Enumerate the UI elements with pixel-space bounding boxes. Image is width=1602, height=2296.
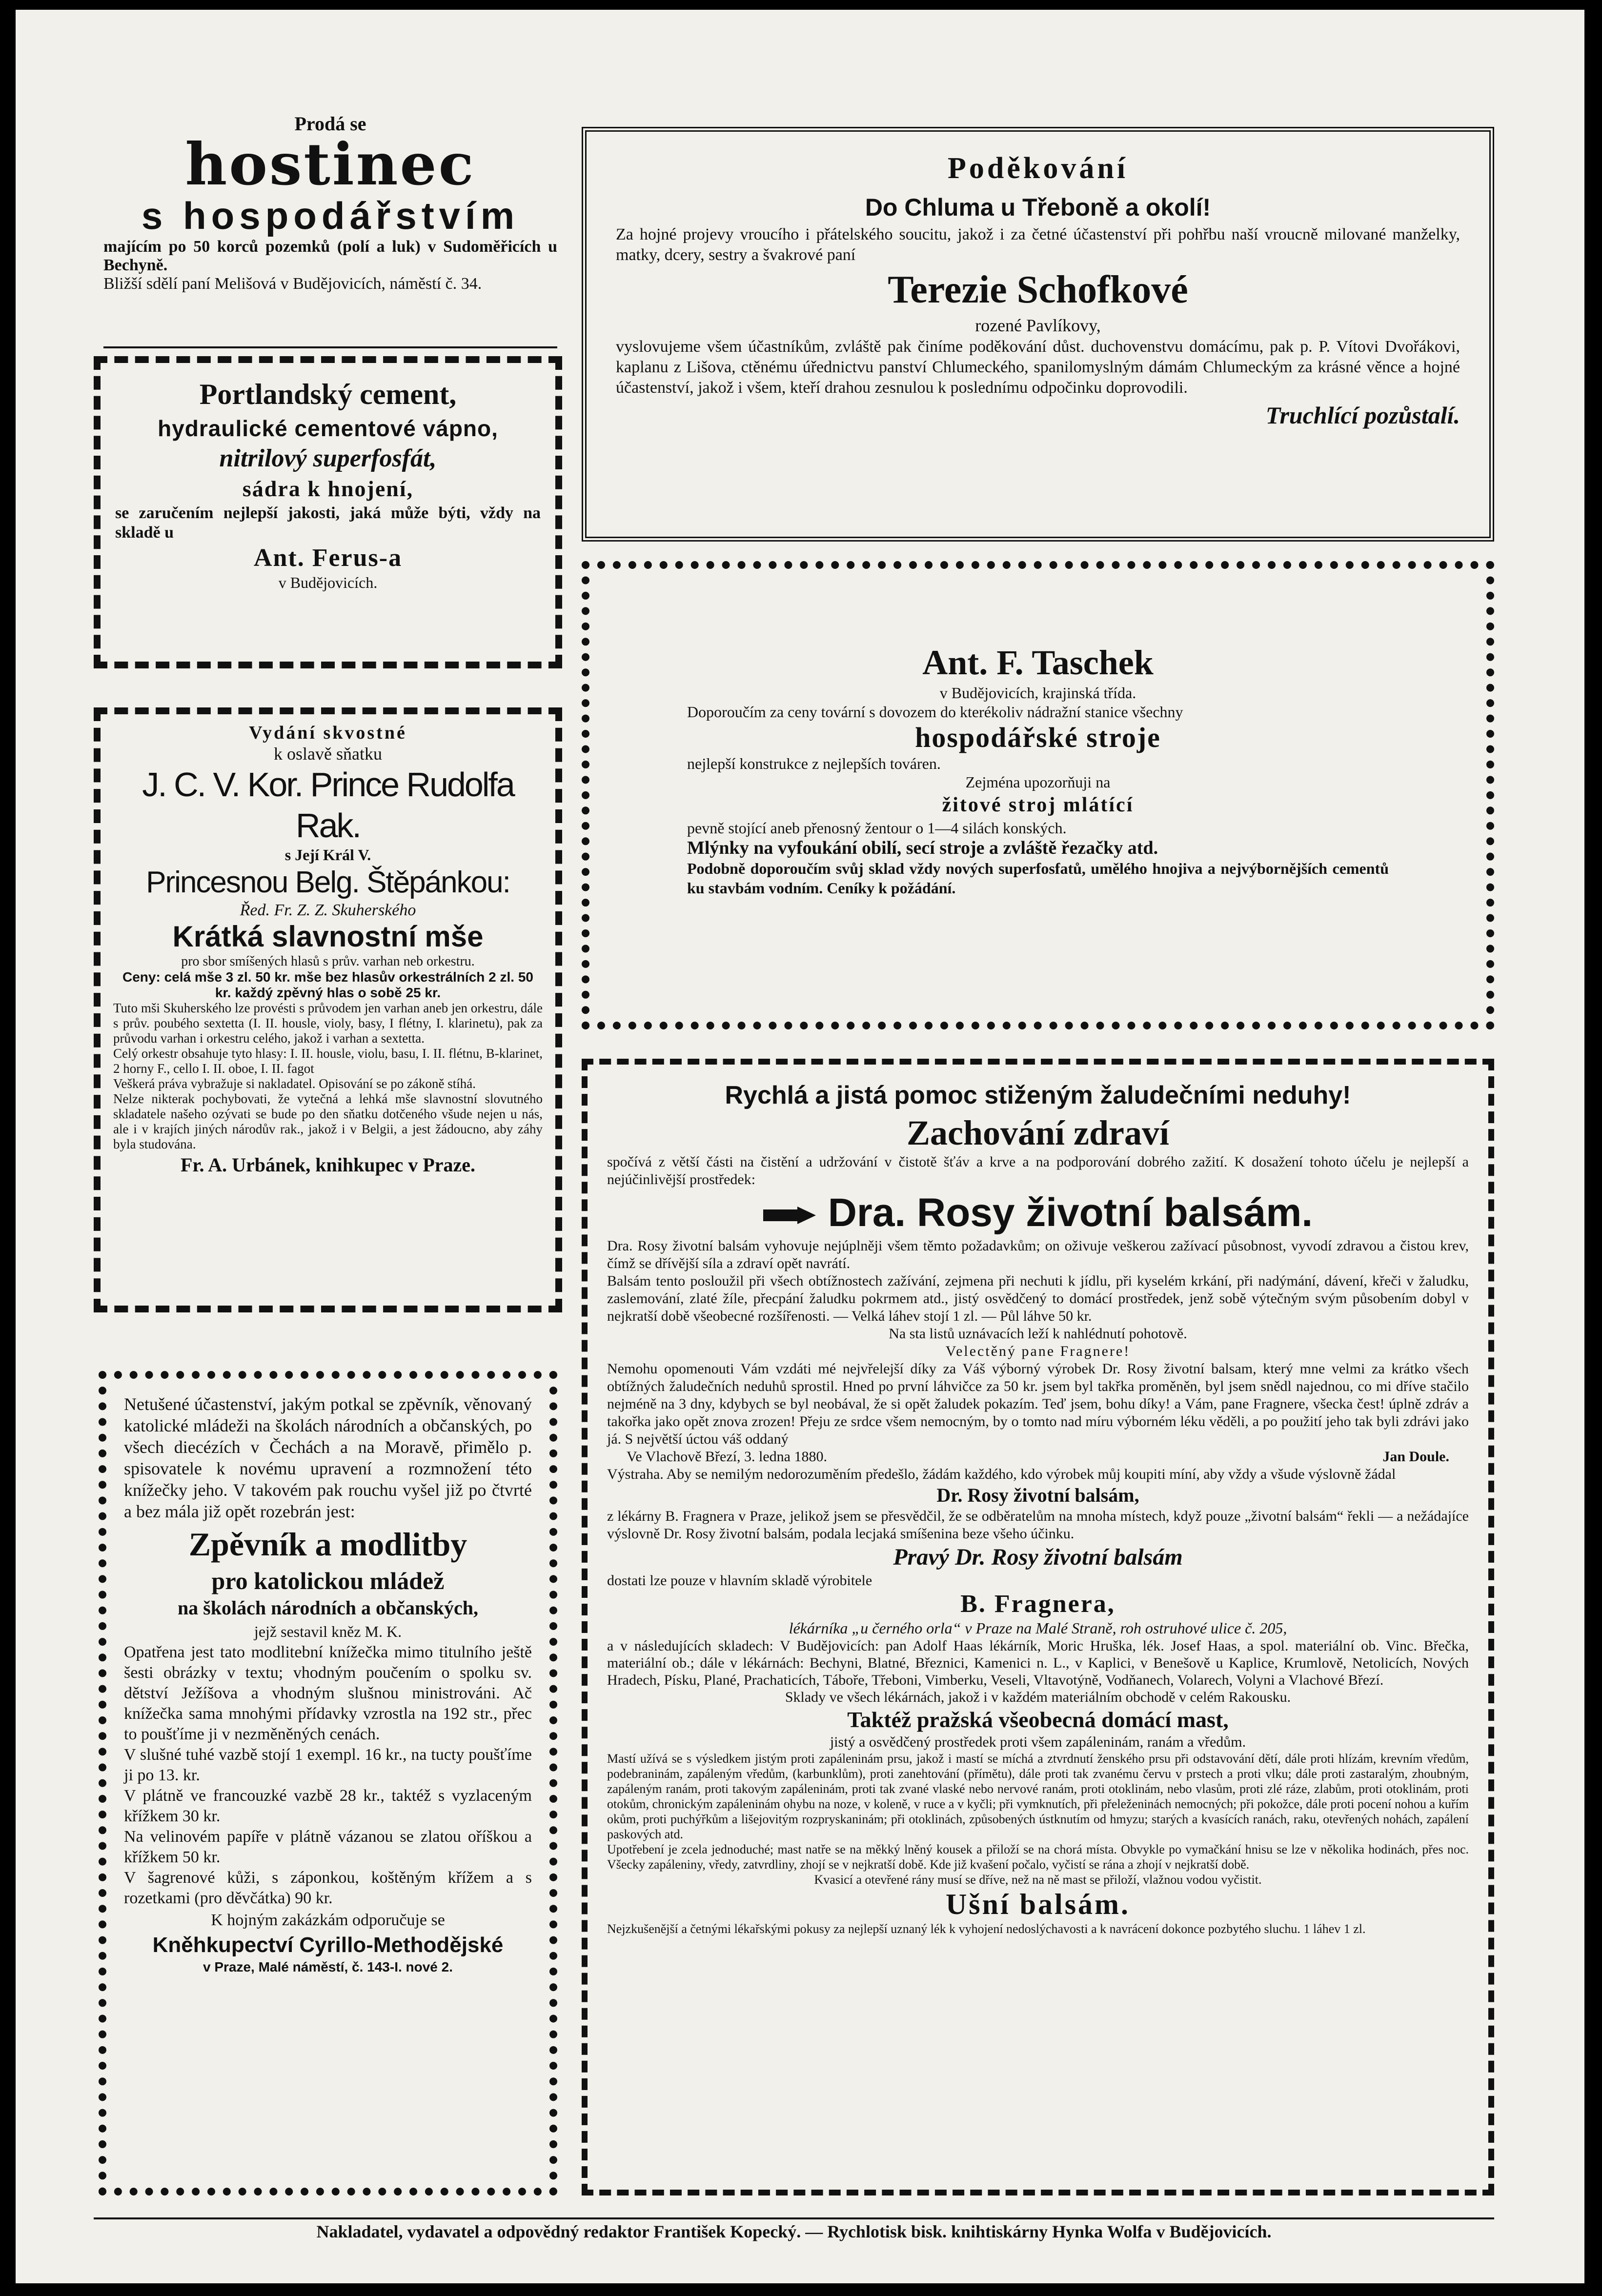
cement-line1: Portlandský cement, [199,378,457,410]
ad-taschek [582,561,1494,1029]
cement-line4: sádra k hnojení, [242,476,414,501]
balsam-text9: Dr. Rosy životní balsám, [936,1484,1139,1506]
mse-line4: s Její Král V. [284,846,371,864]
balsam-letter: Nemohu opomenouti Vám vzdáti mé nejvřelejší díky za Váš výborný výrobek Dr. Rosy životní balsam, který mne velmi za krátko všech obtížných žaludečních neduhů sprostil. Hned po první láhvičce za 50 kr. jsem byl takřka proměněn, byl jsem snědl najednou, co mi dříve stačilo nejméně na 3 dny, kdybych se byl neobával, že si opět žaludek pokazím. Teď jsem, bohu díky! a Vám, pane Fragnere, všecka čest! úplně zdráv a takořka jako opět znova zrozen! Přeju ze srdce všem nemocným, by o tomto nad míru výborném léku věděli, a po použití jeho tak byli zdrávi jako já. S největší úctou váš oddaný [607,1361,1469,1447]
zpevnik-desc: Opatřena jest tato modlitební knížečka mimo titulního ještě šesti obrázky v textu; vhodným poučením o spolku sv. dětství Ježíšova a vhodným slušnou ministrováni. Ač knížečka sama mnohými přídavky vzrostla na 192 str., přec to poušťíme ji v nezměněných cenách. [124,1643,532,1743]
zpevnik-sub2: na školách národních a občanských, [177,1597,479,1619]
zpevnik-price4: V šagrenové kůži, s záponkou, koštěným křížem a s rozetkami (pro děvčátka) 90 kr. [124,1869,532,1907]
podekovani-name: Terezie Schofkové [888,268,1188,311]
mse-line1: Vydání skvostné [249,723,407,743]
hostinec-subtitle: s hospodářstvím [141,194,520,237]
newspaper-page [16,10,1584,2283]
zpevnik-intro: Netušené účastenství, jakým potkal se zpěvník, věnovaný katolické mládeži na školách národních a občanských, po všech diecézích v Čechách a na Moravě, přimělo p. spisovatele k novému upravení a rozmnožení této knížečky jeho. V takovém pak rouchu vyšel již po čtvrté a bez mála již opět rozebrán jest: [124,1394,532,1521]
balsam-text22: Ušní balsám. [945,1888,1131,1920]
zpevnik-price3: Na velinovém papíře v plátně vázanou se zlatou oříškou a křížkem 50 kr. [124,1828,532,1866]
mse-line10: Tuto mši Skuherského lze provésti s průvodem jen varhan aneb jen orkestru, dále s prův. poubého sextetta (I. II. housle, violy, basy, I flétny, I. klarinetu), pak za průvodu varhan i orkestru celého, jakož i varhan a sextetta. [113,1001,543,1046]
zpevnik-price1: V slušné tuhé vazbě stojí 1 exempl. 16 kr., na tucty poušťíme ji po 13. kr. [124,1746,532,1784]
cement-line2: hydraulické cementové vápno, [158,416,498,441]
mse-line12: Veškerá práva vybražuje si nakladatel. Opisování se po zákoně stíhá. [113,1076,476,1091]
balsam-big-text: Dra. Rosy životní balsám. [828,1190,1313,1235]
hostinec-title: hostinec [185,130,476,198]
podekovani-born: rozené Pavlíkovy, [975,316,1101,335]
balsam-head: Rychlá a jistá pomoc stiženým žaludečními neduhy! [725,1081,1351,1109]
mse-line13: Nelze nikterak pochybovati, že vytečná a lehká mše slavnostní slovutného skladatele našeho ozývati se bude po den sňatku dotčeného všude nejen u nás, ale i v krajích jiných národův rak., jakož i v Belgii, a jest žádoucno, aby záhy byla studována. [113,1091,543,1151]
podekovani-text2: vyslovujeme všem účastníkům, zvláště pak činíme poděkování důst. duchovenstvu domácímu, pak p. P. Vítovi Dvořákovi, kaplanu z Lišova, ctěnému úřednictvu panství Chlumeckého, spanilomyslným dámám Chlumeckým za krásné věnce a hojné účastenství, jakož i všem, kteří drahou zesnulou k poslednímu odpočinku doprovodili. [616,338,1460,397]
balsam-big-title [607,1188,1469,1237]
balsam-date: Ve Vlachově Březí, 3. ledna 1880. [627,1449,827,1465]
taschek-line4: Zejména upozorňuji na [965,773,1111,791]
podekovani-text1: Za hojné projevy vroucího i přátelského soucitu, jakož i za četné účastenství při pohřbu naší vroucně milované manželky, matky, dcery, sestry a švakrové paní [616,225,1460,264]
mse-prices: Ceny: celá mše 3 zl. 50 kr. mše bez hlasův orkestrálních 2 zl. 50 kr. každý zpěvný hlas o sobě 25 kr. [122,969,533,1000]
balsam-text12: dostati lze pouze v hlavním skladě výrobitele [607,1572,872,1589]
balsam-text23: Nejzkušenější a četnými lékařskými pokusy za nejlepší uznaný lék k vyhojení nedoslýchavosti a k navrácení dokonce pozbytého sluchu. 1 láhev 1 zl. [607,1922,1366,1936]
mse-line6: Řed. Fr. Z. Z. Skuherského [240,901,416,919]
ad-mse [94,707,562,1312]
cement-line3: nitrilový superfosfát, [219,444,437,472]
podekovani-dest: Do Chluma u Třeboně a okolí! [865,194,1211,221]
footer-rule [94,2217,1494,2219]
balsam-text17: Taktéž pražská všeobecná domácí mast, [847,1707,1229,1732]
balsam-text5: Velectěný pane Fragnere! [945,1343,1131,1359]
balsam-text19: Mastí užívá se s výsledkem jistým proti zapáleninám prsu, jakož i mastí se míchá a ztvrdnutí ženského prsu při odstavování dětí, dále proti hlízám, krevním vředům, podebraninám, zapáleným vředům, (karbunklům), proti zanehtování (přímětu), dále proti tak zvanému červu v prstech a proti vlku; dále proti zastaralým, zhoubným, zapáleným ranám, proti takovým zapáleninám, proti tak zvané vlaské nebo nervové ranám, proti otoklinám, nebo vlasům, proti zlé ráze, zlabům, proti otoklinám, proti otokům, chronickým zapáleninám ohybu na noze, v koleně, v ruce a v kyčli; při vymknutích, při přeleženinách nemocných; při pokožce, dále proti pocení nohou a kuřím okům, proti puchýřkům a lišejovitým rozpryskaninám; při otoklinách, způsobených ústknutím od hmyzu; starých a kvasících ranách, raku, otevřených nohách, zapálení paskových atd. [607,1752,1469,1841]
cement-line5: se zaručením nejlepší jakosti, jaká může býti, vždy na skladě u [115,504,541,542]
mse-line3: J. C. V. Kor. Prince Rudolfa Rak. [142,765,514,845]
balsam-letter-date [607,1448,1469,1466]
hostinec-body: majícím po 50 korců pozemků (polí a luk) v Sudoměřicích u Bechyně. [103,238,557,274]
taschek-address: v Budějovicích, krajinská třída. [939,684,1136,702]
taschek-line7: Mlýnky na vyfoukání obilí, secí stroje a zvláště řezačky atd. [687,838,1158,858]
balsam-text2: Dra. Rosy životní balsám vyhovuje nejúplněji všem těmto požadavkům; on oživuje veškerou zažívací působnost, vyvodí zdravou a čistou krev, čímž se dřívější síla a zdraví opět navrátí. [607,1238,1469,1271]
balsam-title: Zachování zdraví [906,1113,1170,1152]
mse-line2: k oslavě sňatku [274,744,382,764]
cement-name: Ant. Ferus-a [253,544,403,572]
divider [103,346,557,348]
taschek-line5: žitové stroj mlátící [942,794,1134,816]
ad-zpevnik [99,1371,557,2195]
balsam-text11: Pravý Dr. Rosy životní balsám [893,1544,1183,1570]
footer-text: Nakladatel, vydavatel a odpovědný redaktor František Kopecký. — Rychlotisk bisk. knihtiskárny Hynka Wolfa v Budějovicích. [316,2222,1272,2241]
taschek-line2: hospodářské stroje [915,722,1161,753]
balsam-text21: Kvasicí a otevřené rány musí se dříve, než na ně mast se přiloží, vlažnou vodou vyčistit. [814,1873,1262,1887]
mse-publisher: Fr. A. Urbánek, knihkupec v Praze. [180,1154,476,1176]
balsam-text4: Na sta listů uznávacích leží k nahlédnutí pohotově. [889,1326,1187,1342]
mse-line8: pro sbor smíšených hlasů s prův. varhan neb orkestru. [181,954,475,969]
taschek-line3: nejlepší konstrukce z nejlepších továren. [687,755,941,772]
balsam-text13: B. Fragnera, [960,1590,1115,1618]
ad-cement [94,356,562,668]
balsam-text1: spočívá z větší části na čistění a udržování v čistotě šťáv a krve a na podporování dobrého zažití. K dosažení tohoto účelu je nejlepší a nejúčinlivější prostředek: [607,1154,1469,1188]
taschek-line1: Doporoučím za ceny tovární s dovozem do kterékoliv nádražní stanice všechny [687,703,1183,721]
pointing-hand-icon [763,1206,817,1225]
zpevnik-title: Zpěvník a modlitby [188,1526,467,1563]
balsam-text16: Sklady ve všech lékárnách, jakož i v každém materiálním obchodě v celém Rakousku. [785,1689,1291,1705]
balsam-text15: a v následujících skladech: V Budějovicích: pan Adolf Haas lékárník, Moric Hruška, lék. Josef Haas, a spol. materiální ob. Vinc. Břečka, materiální ob.; dále v lékárnách: Bechyni, Blatné, Březnici, Kamenici n. L., v Kaplici, v Benešově u Kaplice, Krumlově, Netolicích, Nových Hradech, Písku, Plané, Prachaticích, Táboře, Třeboni, Vimberku, Veseli, Vltavotýně, Vodňanech, Volarech, Volyni a Vlachové Březí. [607,1638,1469,1688]
ad-podekovani [582,127,1494,542]
podekovani-sign: Truchlící pozůstalí. [1265,402,1460,429]
ad-hostinec [103,112,557,342]
zpevnik-publisher: Kněhkupectví Cyrillo-Methodějské [152,1933,504,1957]
taschek-name: Ant. F. Taschek [922,643,1154,682]
taschek-line8: Podobně doporoučím svůj sklad vždy nových superfosfatů, umělého hnojiva a nejvýbornějších cementů ku stavbám vodním. Ceníky k požádání. [687,860,1389,897]
zpevnik-sub1: pro katolickou mládež [211,1567,445,1594]
balsam-text14: lékárníka „u černého orla“ v Praze na Malé Straně, roh ostruhové ulice č. 205, [789,1619,1287,1637]
balsam-text18: jistý a osvědčený prostředek proti všem zapáleninám, ranám a vředům. [830,1734,1246,1750]
cement-city: v Budějovicích. [278,574,378,591]
mse-line7: Krátká slavnostní mše [172,920,484,953]
zpevnik-address: v Praze, Malé náměstí, č. 143-I. nové 2. [203,1959,453,1974]
taschek-line6: pevně stojící aneb přenosný žentour o 1—4 silách konských. [687,819,1067,837]
podekovani-title: Poděkování [947,152,1129,185]
mse-line11: Celý orkestr obsahuje tyto hlasy: I. II. housle, violu, basu, I. II. flétnu, B-klarinet, 2 horny F., cello I. II. oboe, I. II. fagot [113,1046,543,1076]
mse-line5: Princesnou Belg. Štěpánkou: [146,866,510,899]
zpevnik-price2: V plátně ve francouzké vazbě 28 kr., taktéž s vyzlaceným křížkem 30 kr. [124,1787,532,1825]
zpevnik-order: K hojným zakázkám odporučuje se [211,1911,445,1929]
balsam-text3: Balsám tento posloužil při všech obtížnostech zažívání, zejmena při nechuti k jídlu, při kyselém krkání, při nadýmání, dávení, křeči v žaludku, zaslemování, zlaté žíle, přecpání žaludku pokrmem atd., jistý osvědčený to domácí prostředek, jenž sobě výtečným svým působením dobyl v nejkratší době všeobecné rozšířenosti. — Velká láhev stojí 1 zl. — Půl láhve 50 kr. [607,1273,1469,1324]
zpevnik-author: jejž sestavil kněz M. K. [254,1623,402,1640]
hostinec-contact: Bližší sdělí paní Melišová v Budějovicích, náměstí č. 34. [103,275,482,293]
balsam-text20: Upotřebení je zcela jednoduché; mast natře se na měkký lněný kousek a přiloží se na chorá místa. Obvykle po vymačkání hnisu se lze v několika hodinách, přes noc. Všecky zapáleniny, vředy, zatvrdliny, zhojí se v nejkratší době. Kde již kvašení počalo, vyčistí se rána a zhojí v nejkratší době. [607,1842,1469,1872]
ad-balsam [582,1059,1494,2195]
prodase-label: Prodá se [294,113,366,135]
balsam-signature: Jan Doule. [1382,1449,1449,1465]
balsam-warning: Výstraha. Aby se nemilým nedorozuměním předešlo, žádám každého, kdo výrobek můj koupiti míní, aby vždy a všude výslovně žádal [607,1466,1396,1482]
balsam-text10: z lékárny B. Fragnera v Praze, jelikož jsem se přesvědčil, že se odběratelům na mnoha místech, když pouze „životní balsám“ řekli — a nežádajíce výslovně Dr. Rosy životní balsám, podala lecjaká smíšenina beze všeho účinku. [607,1508,1469,1542]
